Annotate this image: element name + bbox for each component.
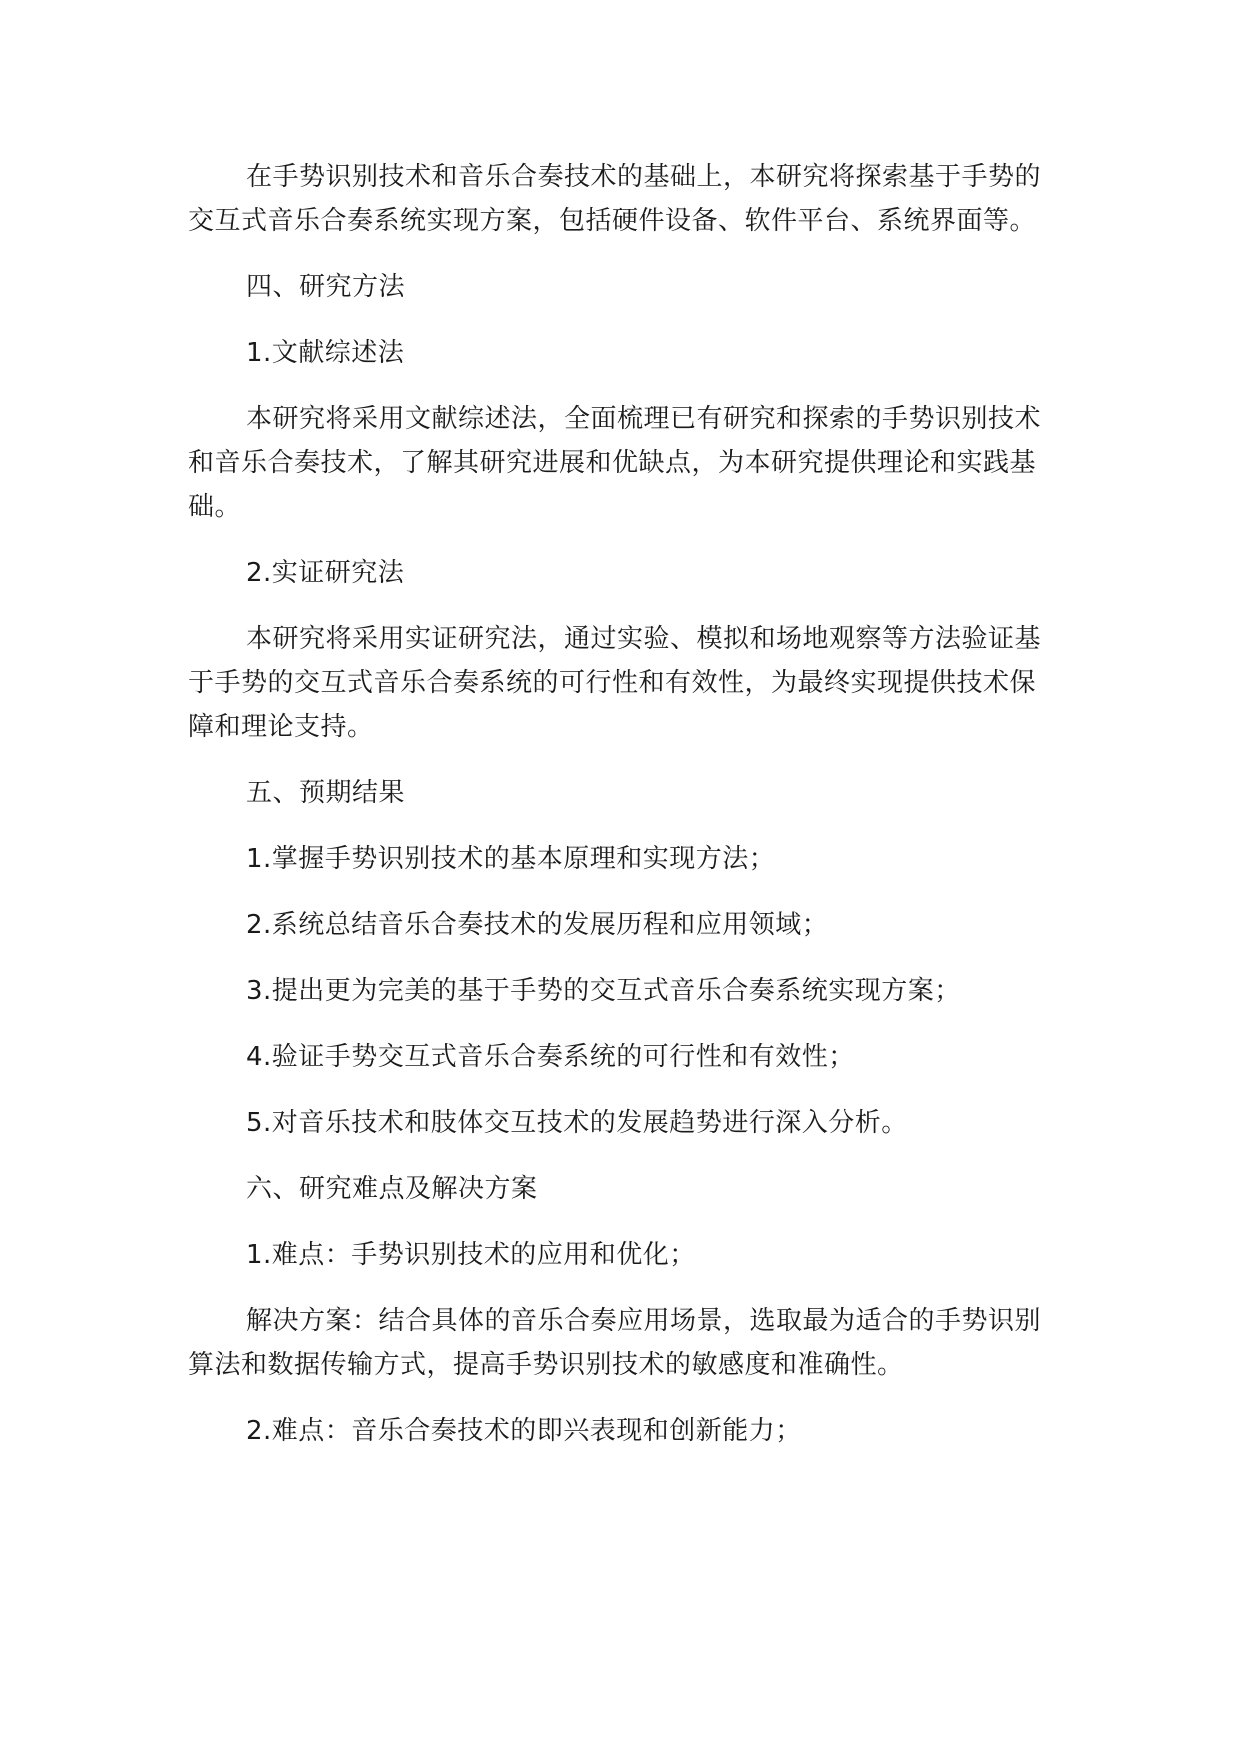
heading-research-methods: 四、研究方法 [246, 272, 406, 302]
solution-1: 解决方案：结合具体的音乐合奏应用场景，选取最为适合的手势识别算法和数据传输方式，提高手势识别技术的敏感度和准确性。 [188, 1306, 1042, 1380]
document-body [188, 155, 1048, 1453]
paragraph-literature-review: 本研究将采用文献综述法，全面梳理已有研究和探索的手势识别技术和音乐合奏技术，了解其研究进展和优缺点，为本研究提供理论和实践基础。 [188, 404, 1042, 522]
subheading-empirical-research: 2.实证研究法 [246, 558, 405, 588]
heading-expected-results: 五、预期结果 [246, 778, 406, 808]
list-item-result-4: 4.验证手势交互式音乐合奏系统的可行性和有效性； [246, 1042, 855, 1072]
paragraph-empirical-research: 本研究将采用实证研究法，通过实验、模拟和场地观察等方法验证基于手势的交互式音乐合奏系统的可行性和有效性，为最终实现提供技术保障和理论支持。 [188, 624, 1042, 742]
difficulty-2: 2.难点：音乐合奏技术的即兴表现和创新能力； [246, 1416, 802, 1446]
heading-difficulties-solutions: 六、研究难点及解决方案 [246, 1174, 538, 1204]
list-item-result-2: 2.系统总结音乐合奏技术的发展历程和应用领域； [246, 910, 829, 940]
list-item-result-1: 1.掌握手势识别技术的基本原理和实现方法； [246, 844, 776, 874]
difficulty-1: 1.难点：手势识别技术的应用和优化； [246, 1240, 696, 1270]
list-item-result-5: 5.对音乐技术和肢体交互技术的发展趋势进行深入分析。 [246, 1108, 908, 1138]
list-item-result-3: 3.提出更为完美的基于手势的交互式音乐合奏系统实现方案； [246, 976, 961, 1006]
paragraph-system-implementation: 在手势识别技术和音乐合奏技术的基础上，本研究将探索基于手势的交互式音乐合奏系统实现方案，包括硬件设备、软件平台、系统界面等。 [188, 162, 1042, 236]
subheading-literature-review: 1.文献综述法 [246, 338, 405, 368]
